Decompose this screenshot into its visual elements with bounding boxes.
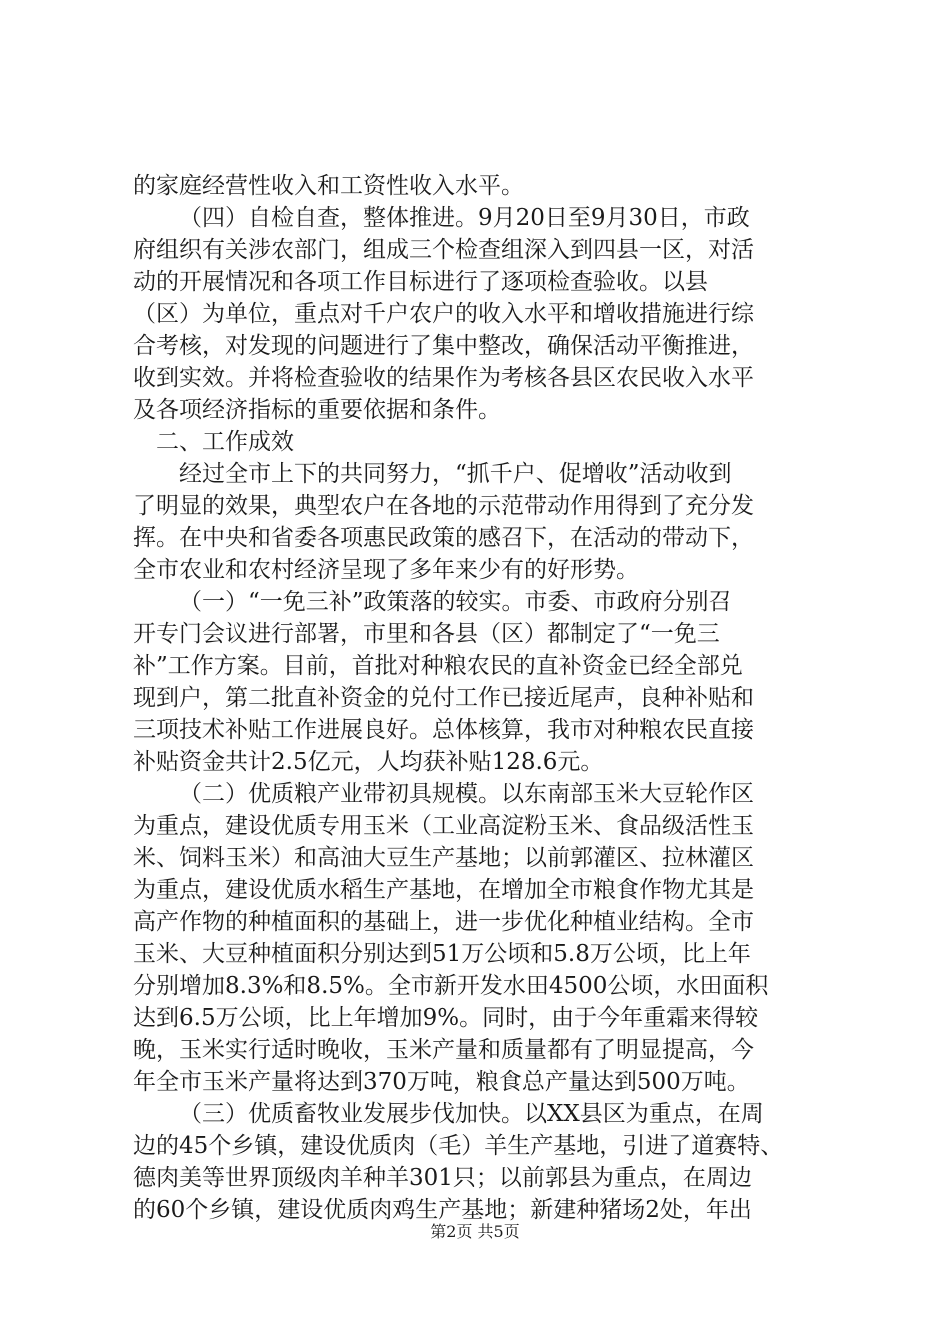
text-line: 米、饲料玉米）和高油大豆生产基地；以前郭灌区、拉林灌区 xyxy=(133,845,754,871)
text-line: 的60个乡镇，建设优质肉鸡生产基地；新建种猪场2处，年出 xyxy=(133,1197,752,1223)
text-line: 年全市玉米产量将达到370万吨，粮食总产量达到500万吨。 xyxy=(133,1069,750,1095)
text-line: 经过全市上下的共同努力，“抓千户、促增收”活动收到 xyxy=(179,461,732,487)
text-line: 分别增加8.3%和8.5%。全市新开发水田4500公顷，水田面积 xyxy=(133,973,769,999)
text-line: 现到户，第二批直补资金的兑付工作已接近尾声，良种补贴和 xyxy=(133,685,754,711)
text-line: 府组织有关涉农部门，组成三个检查组深入到四县一区，对活 xyxy=(133,237,754,263)
text-line: 挥。在中央和省委各项惠民政策的感召下，在活动的带动下， xyxy=(133,525,754,551)
section-heading: 二、工作成效 xyxy=(156,429,294,455)
text-line: （区）为单位，重点对千户农户的收入水平和增收措施进行综 xyxy=(133,301,754,327)
text-line: 达到6.5万公顷，比上年增加9%。同时，由于今年重霜来得较 xyxy=(133,1005,759,1031)
text-line: 为重点，建设优质专用玉米（工业高淀粉玉米、食品级活性玉 xyxy=(133,813,754,839)
text-line: 德肉美等世界顶级肉羊种羊301只；以前郭县为重点，在周边 xyxy=(133,1165,752,1191)
page-footer: 第2页 共5页 xyxy=(430,1222,520,1241)
text-line: 边的45个乡镇，建设优质肉（毛）羊生产基地，引进了道赛特、 xyxy=(133,1133,784,1159)
text-line: 高产作物的种植面积的基础上，进一步优化种植业结构。全市 xyxy=(133,909,754,935)
text-line: 合考核，对发现的问题进行了集中整改，确保活动平衡推进， xyxy=(133,333,754,359)
text-line: 晚，玉米实行适时晚收，玉米产量和质量都有了明显提高，今 xyxy=(133,1037,754,1063)
text-line: 了明显的效果，典型农户在各地的示范带动作用得到了充分发 xyxy=(133,493,754,519)
document-body xyxy=(133,170,833,1226)
text-line: 为重点，建设优质水稻生产基地，在增加全市粮食作物尤其是 xyxy=(133,877,754,903)
text-line: （三）优质畜牧业发展步伐加快。以XX县区为重点，在周 xyxy=(179,1101,764,1127)
text-line: 补贴资金共计2.5亿元，人均获补贴128.6元。 xyxy=(133,749,604,775)
text-line: （四）自检自查，整体推进。9月20日至9月30日，市政 xyxy=(179,205,750,231)
text-line: 玉米、大豆种植面积分别达到51万公顷和5.8万公顷，比上年 xyxy=(133,941,751,967)
text-line: （二）优质粮产业带初具规模。以东南部玉米大豆轮作区 xyxy=(179,781,754,807)
text-line: 的家庭经营性收入和工资性收入水平。 xyxy=(133,173,524,199)
text-line: 及各项经济指标的重要依据和条件。 xyxy=(133,397,501,423)
text-line: 补”工作方案。目前，首批对种粮农民的直补资金已经全部兑 xyxy=(133,653,743,679)
text-line: 动的开展情况和各项工作目标进行了逐项检查验收。以县 xyxy=(133,269,708,295)
text-line: 收到实效。并将检查验收的结果作为考核各县区农民收入水平 xyxy=(133,365,754,391)
text-line: 开专门会议进行部署，市里和各县（区）都制定了“一免三 xyxy=(133,621,720,647)
text-line: 三项技术补贴工作进展良好。总体核算，我市对种粮农民直接 xyxy=(133,717,754,743)
text-line: （一）“一免三补”政策落的较实。市委、市政府分别召 xyxy=(179,589,732,615)
text-line: 全市农业和农村经济呈现了多年来少有的好形势。 xyxy=(133,557,639,583)
